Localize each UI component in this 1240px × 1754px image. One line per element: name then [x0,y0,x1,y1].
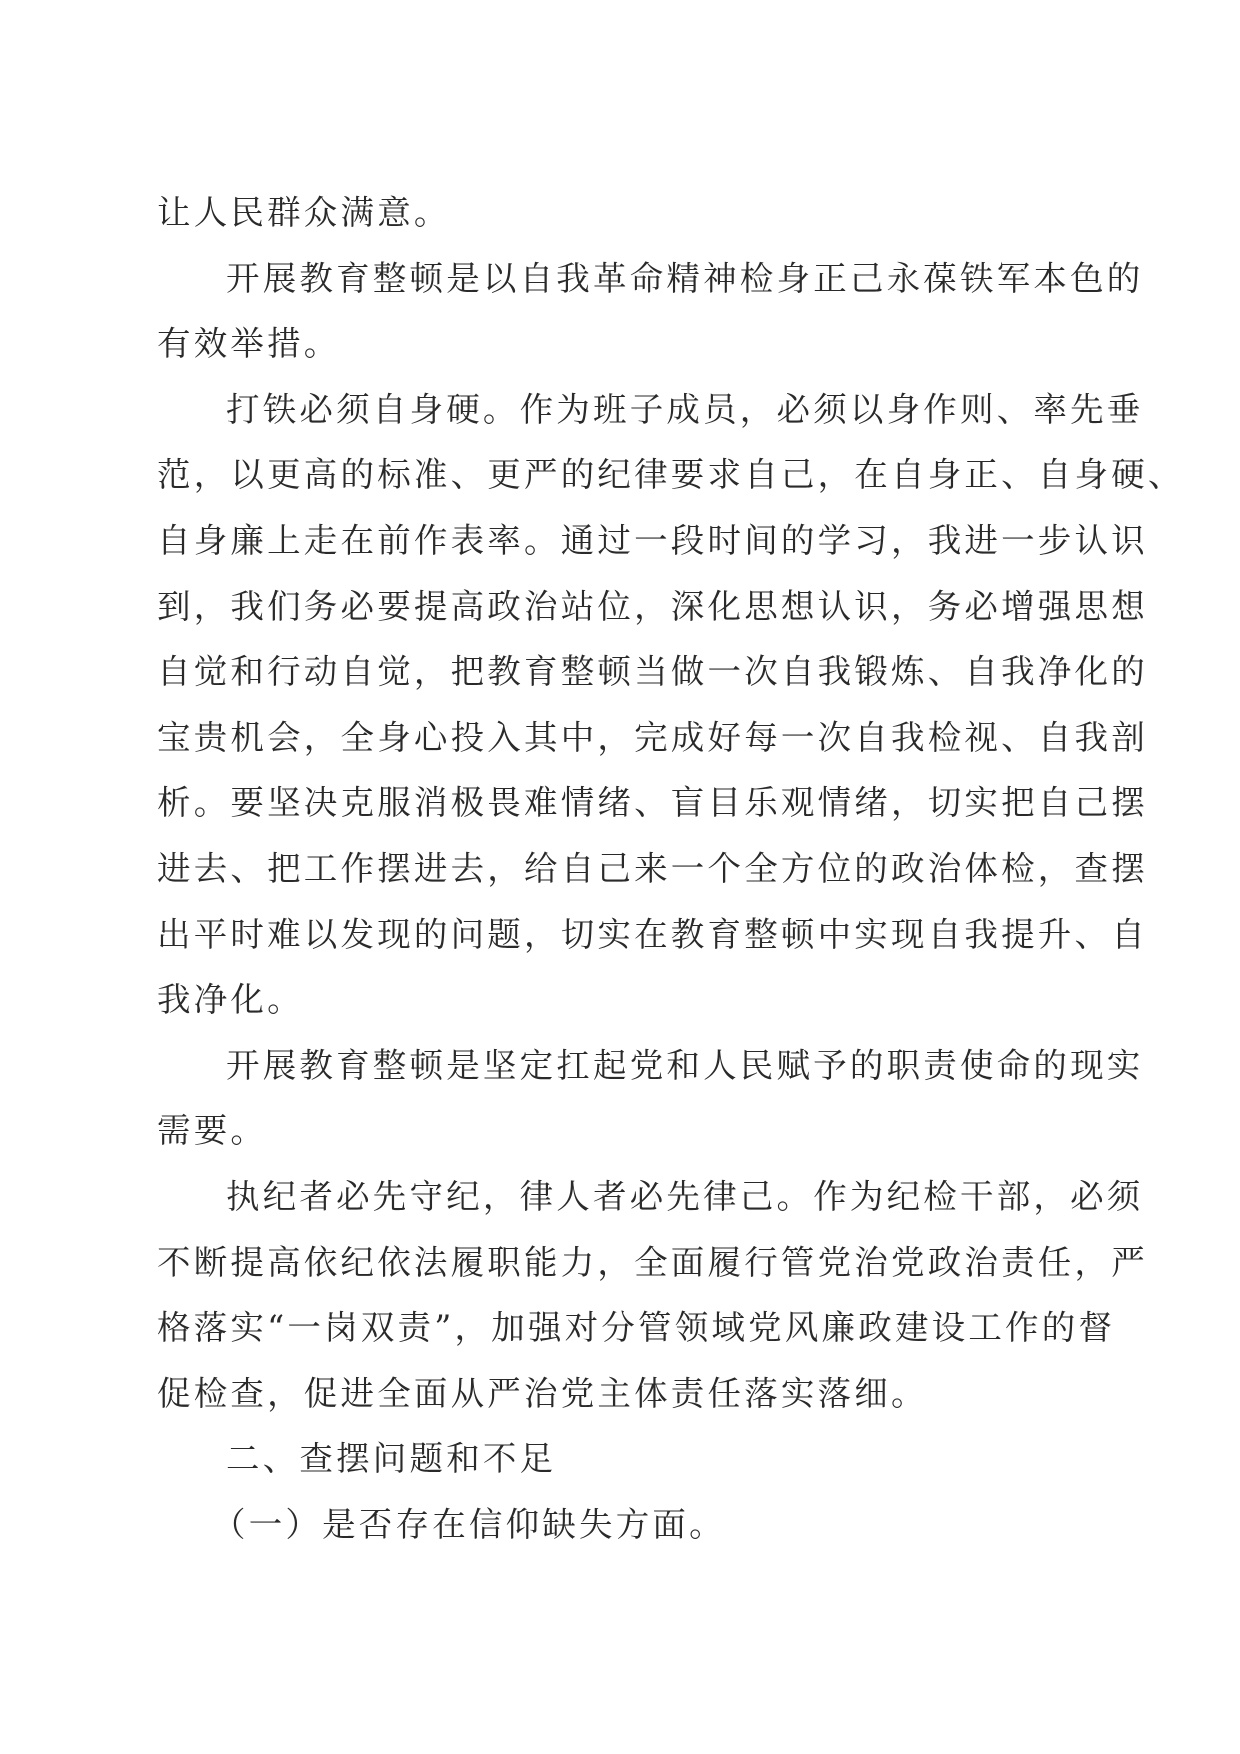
text-line: 到，我们务必要提高政治站位，深化思想认识，务必增强思想 [157,586,1148,626]
text-line: 需要。 [157,1111,268,1151]
text-line: 让人民群众满意。 [157,193,451,232]
text-line: 有效举措。 [157,324,341,364]
text-line: 进去、把工作摆进去，给自己来一个全方位的政治体检，查摆 [157,848,1148,888]
text-line: 范，以更高的标准、更严的纪律要求自己，在自身正、自身硬、 [157,455,1185,495]
text-line: 格落实“一岗双责”，加强对分管领域党风廉政建设工作的督 [157,1308,1116,1348]
section-heading: 二、查摆问题和不足 [226,1439,557,1479]
text-line: 我净化。 [157,980,304,1020]
paragraph-heading: 开展教育整顿是坚定扛起党和人民赋予的职责使命的现实 [226,1045,1144,1085]
text-line: 打铁必须自身硬。作为班子成员，必须以身作则、率先垂 [226,389,1144,429]
text-line: 自身廉上走在前作表率。通过一段时间的学习，我进一步认识 [157,520,1148,560]
text-line: 促检查，促进全面从严治党主体责任落实落细。 [157,1373,928,1413]
text-line: 出平时难以发现的问题，切实在教育整顿中实现自我提升、自 [157,914,1148,954]
text-line: 宝贵机会，全身心投入其中，完成好每一次自我检视、自我剖 [157,717,1148,757]
subsection-heading: （一）是否存在信仰缺失方面。 [212,1504,726,1544]
text-line: 不断提高依纪依法履职能力，全面履行管党治党政治责任，严 [157,1242,1148,1282]
text-line: 析。要坚决克服消极畏难情绪、盲目乐观情绪，切实把自己摆 [157,783,1148,823]
text-line: 执纪者必先守纪，律人者必先律己。作为纪检干部，必须 [226,1176,1144,1216]
document-body [157,180,1185,1557]
paragraph-heading: 开展教育整顿是以自我革命精神检身正己永葆铁军本色的 [226,258,1144,298]
text-line: 自觉和行动自觉，把教育整顿当做一次自我锻炼、自我净化的 [157,652,1148,692]
